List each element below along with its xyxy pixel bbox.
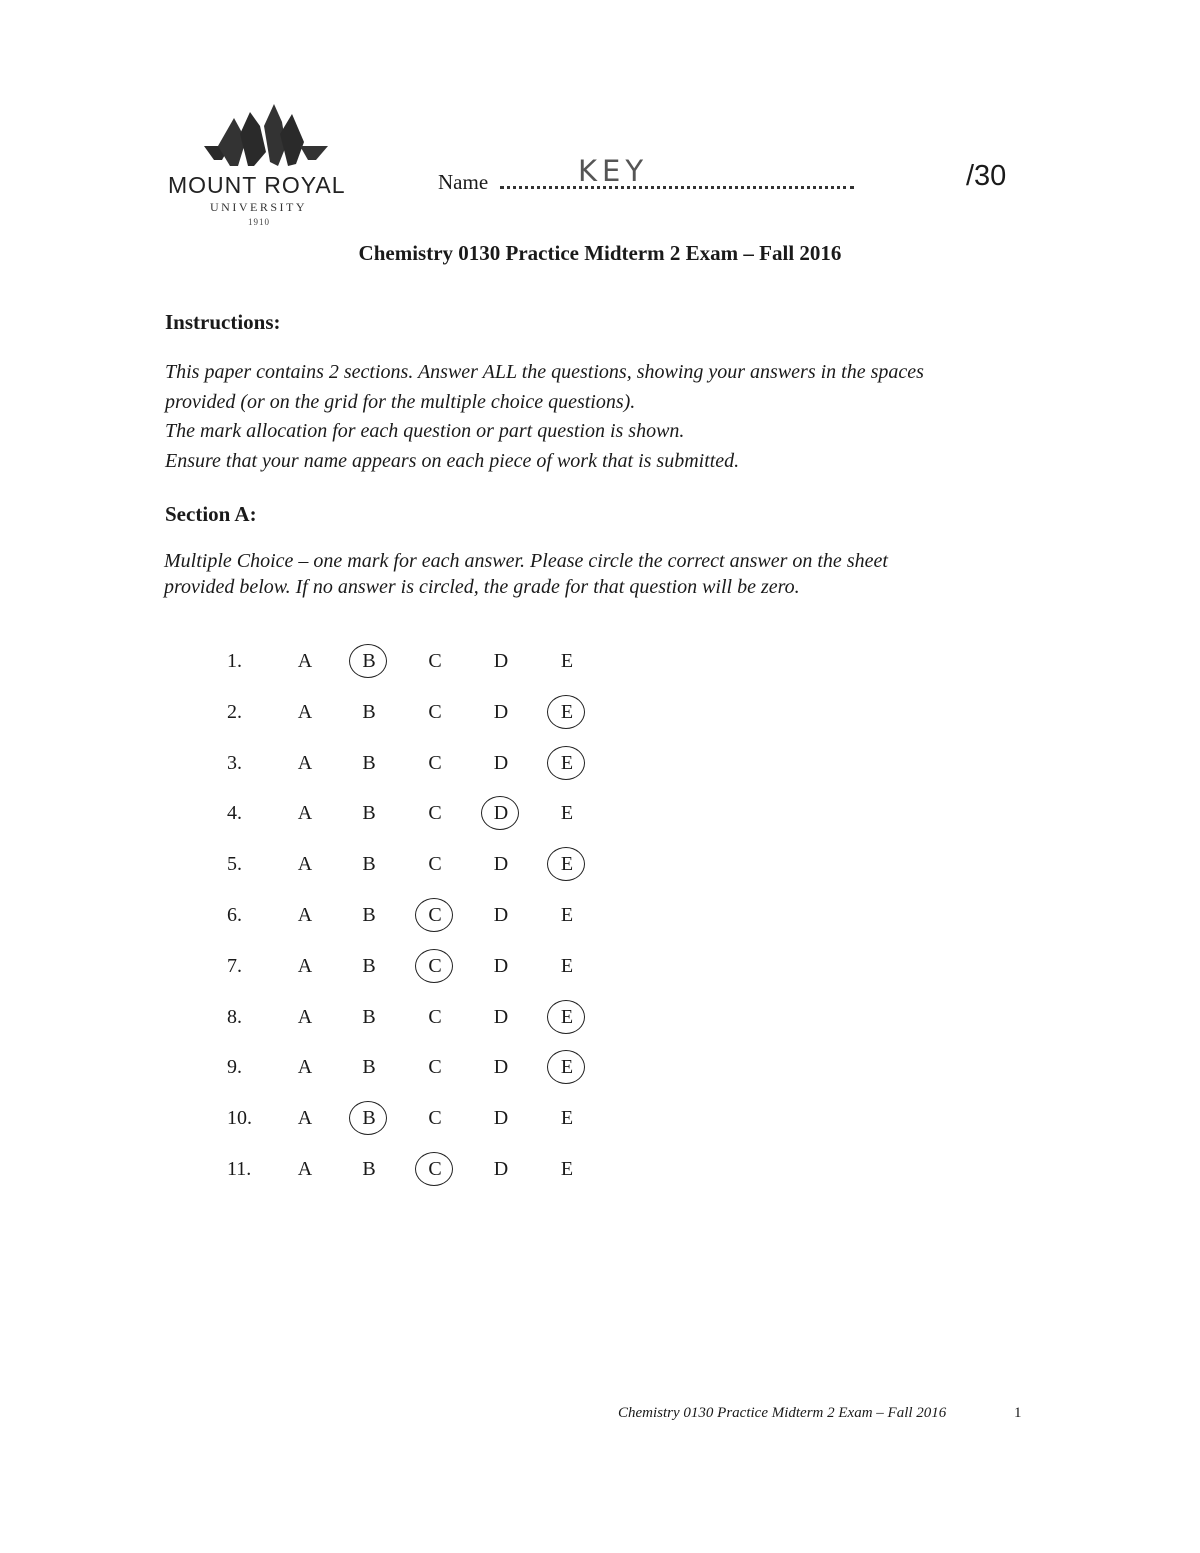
answer-option: E (560, 1107, 574, 1130)
instructions-heading: Instructions: (165, 310, 281, 334)
question-number: 1. (227, 650, 242, 672)
mountain-logo-icon (204, 104, 328, 170)
section-a-line: provided below. If no answer is circled, the grade for that question will be zero. (164, 576, 800, 598)
answer-option: E (560, 1158, 574, 1180)
section-a-heading: Section A: (165, 502, 257, 526)
answer-option: A (297, 954, 313, 977)
answer-row (225, 1046, 605, 1086)
name-dotted-line (500, 180, 854, 189)
answer-option-circled: B (357, 1107, 381, 1130)
answer-option: E (560, 650, 574, 672)
answer-option: C (428, 751, 442, 774)
answer-option: D (493, 954, 509, 977)
answer-option: E (560, 954, 574, 977)
answer-option: B (362, 954, 376, 977)
question-number: 3. (227, 751, 242, 774)
answer-option: A (297, 1107, 313, 1130)
answer-option: B (362, 1005, 376, 1028)
answer-option: C (428, 1107, 442, 1130)
answer-option: A (297, 1158, 313, 1180)
total-score: /30 (966, 160, 1007, 192)
answer-option: A (297, 802, 313, 825)
question-number: 6. (227, 904, 242, 926)
instructions-line: The mark allocation for each question or part question is shown. (165, 420, 685, 442)
answer-row (225, 843, 605, 883)
name-field (438, 154, 868, 196)
answer-option: C (428, 700, 442, 723)
answer-option: B (362, 802, 376, 825)
answer-option: B (362, 751, 376, 774)
question-number: 7. (227, 954, 242, 977)
answer-option: A (297, 904, 313, 926)
question-number: 11. (227, 1158, 252, 1180)
answer-option: A (297, 700, 313, 723)
answer-option: A (297, 1056, 313, 1079)
answer-option: B (362, 1056, 376, 1079)
page-number: 1 (1014, 1405, 1022, 1421)
answer-option: A (297, 853, 313, 876)
exam-title: Chemistry 0130 Practice Midterm 2 Exam – Fall 2016 (358, 241, 842, 265)
section-a-text (164, 548, 1044, 600)
answer-option: C (428, 802, 442, 825)
answer-option: B (362, 700, 376, 723)
answer-option: C (428, 650, 442, 672)
answer-option-circled: E (555, 701, 579, 724)
answer-option-circled: C (423, 904, 447, 927)
answer-option-circled: E (555, 1006, 579, 1029)
instructions-line: provided (or on the grid for the multiple choice questions). (165, 390, 636, 413)
answer-row (225, 894, 605, 934)
instructions-line: Ensure that your name appears on each piece of work that is submitted. (165, 449, 740, 472)
answer-row (225, 691, 605, 731)
answer-option: D (493, 751, 509, 774)
answer-option: A (297, 751, 313, 774)
answer-option-circled: B (357, 650, 381, 673)
answer-option: D (493, 904, 509, 926)
answer-option: E (560, 802, 574, 825)
answer-option: D (493, 1107, 509, 1130)
answer-option: E (560, 904, 574, 926)
question-number: 5. (227, 853, 242, 876)
answer-option: D (493, 700, 509, 723)
answer-row (225, 945, 605, 985)
answer-row (225, 742, 605, 782)
question-number: 9. (227, 1056, 242, 1079)
answer-option: D (493, 650, 509, 672)
question-number: 8. (227, 1005, 242, 1028)
answer-option: D (493, 1005, 509, 1028)
answer-option-circled: D (489, 802, 513, 825)
question-number: 4. (227, 802, 242, 825)
answer-option: D (493, 1158, 509, 1180)
answer-row (225, 640, 605, 680)
logo-name: MOUNT ROYAL (168, 172, 346, 198)
page-footer: Chemistry 0130 Practice Midterm 2 Exam – Fall 2016 (618, 1405, 947, 1421)
answer-row (225, 996, 605, 1036)
answer-option: C (428, 1056, 442, 1079)
answer-row (225, 792, 605, 832)
answer-option-circled: C (423, 955, 447, 978)
question-number: 2. (227, 700, 242, 723)
answer-row (225, 1148, 605, 1188)
logo-subtitle: UNIVERSITY (210, 200, 307, 214)
answer-option: A (297, 650, 313, 672)
answer-option-circled: E (555, 1056, 579, 1079)
instructions-line: This paper contains 2 sections. Answer ALL the questions, showing your answers in the spaces (165, 361, 924, 383)
question-number: 10. (227, 1107, 252, 1130)
instructions-text (165, 358, 1045, 476)
answer-option: C (428, 853, 442, 876)
university-logo (168, 104, 368, 234)
answer-option: D (493, 1056, 509, 1079)
section-a-line: Multiple Choice – one mark for each answer. Please circle the correct answer on the sheet (164, 550, 888, 572)
answer-option: B (362, 1158, 376, 1180)
logo-year: 1910 (248, 217, 270, 227)
answer-option: A (297, 1005, 313, 1028)
answer-option: D (493, 853, 509, 876)
answer-option: C (428, 1005, 442, 1028)
name-handwritten-value: KEY (578, 154, 649, 188)
answer-option-circled: C (423, 1158, 447, 1181)
answer-row (225, 1097, 605, 1137)
answer-option-circled: E (555, 853, 579, 876)
answer-option: B (362, 853, 376, 876)
answer-option-circled: E (555, 752, 579, 775)
answer-option: B (362, 904, 376, 926)
name-label: Name (438, 170, 489, 194)
